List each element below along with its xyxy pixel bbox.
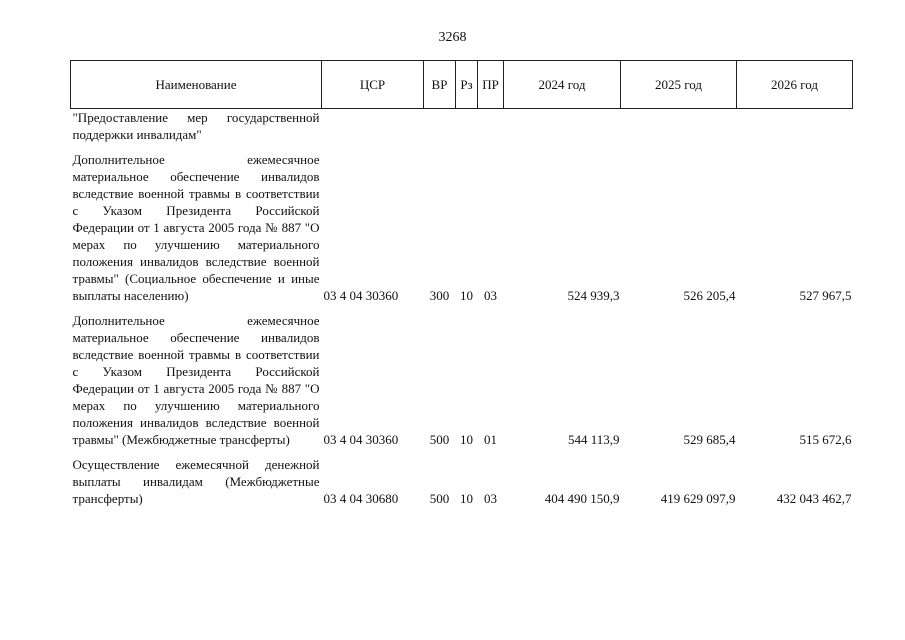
table-body xyxy=(71,109,853,508)
row-vr: 500 xyxy=(429,491,450,506)
row-pr xyxy=(478,109,504,144)
row-rz xyxy=(456,109,478,144)
row-2026: 527 967,5 xyxy=(799,288,852,303)
budget-table xyxy=(70,60,853,507)
row-rz: 10 xyxy=(460,491,473,506)
header-row xyxy=(71,61,853,109)
row-name: Дополнительное ежемесячное материальное обеспечение инвалидов вследствие военной травмы в соответствии с Указом Президента Российской Федерации от 1 августа 2005 года № 887 "О мерах по улучшению материального положения инвалидов вследствие военной травмы" (Социальное обеспечение и иные выплаты населению) xyxy=(72,152,320,303)
row-name: Осуществление ежемесячной денежной выплаты инвалидам (Межбюджетные трансферты) xyxy=(72,457,320,506)
row-vr: 300 xyxy=(429,288,450,303)
row-pr: 03 xyxy=(484,491,497,506)
header-vr: ВР xyxy=(424,61,456,109)
row-vr: 500 xyxy=(429,432,450,447)
row-pr: 01 xyxy=(484,432,497,447)
row-spacer xyxy=(71,304,853,312)
header-csr: ЦСР xyxy=(322,61,424,109)
row-2026: 432 043 462,7 xyxy=(776,491,852,506)
header-pr: ПР xyxy=(478,61,504,109)
row-2025: 526 205,4 xyxy=(683,288,736,303)
table-row xyxy=(71,151,853,304)
header-name: Наименование xyxy=(71,61,322,109)
row-2026 xyxy=(737,109,853,144)
row-2024: 404 490 150,9 xyxy=(544,491,620,506)
row-csr: 03 4 04 30360 xyxy=(323,288,399,303)
row-pr: 03 xyxy=(484,288,497,303)
header-rz: Рз xyxy=(456,61,478,109)
row-2025: 419 629 097,9 xyxy=(660,491,736,506)
row-2024: 544 113,9 xyxy=(567,432,620,447)
header-2025: 2025 год xyxy=(621,61,737,109)
row-2025 xyxy=(621,109,737,144)
row-2026: 515 672,6 xyxy=(799,432,852,447)
row-name: Дополнительное ежемесячное материальное обеспечение инвалидов вследствие военной травмы в соответствии с Указом Президента Российской Федерации от 1 августа 2005 года № 887 "О мерах по улучшению материального положения инвалидов вследствие военной травмы" (Межбюджетные трансферты) xyxy=(72,313,320,447)
table-header xyxy=(71,61,853,109)
row-spacer xyxy=(71,448,853,456)
row-csr xyxy=(322,109,424,144)
table-row xyxy=(71,456,853,507)
row-2024 xyxy=(504,109,621,144)
row-csr: 03 4 04 30360 xyxy=(323,432,399,447)
row-2024: 524 939,3 xyxy=(567,288,620,303)
table-row xyxy=(71,312,853,448)
page-number: 3268 xyxy=(438,30,467,45)
row-spacer xyxy=(71,143,853,151)
table-row xyxy=(71,109,853,144)
row-rz: 10 xyxy=(460,432,473,447)
row-2025: 529 685,4 xyxy=(683,432,736,447)
row-name: "Предоставление мер государственной поддержки инвалидам" xyxy=(72,110,320,142)
row-rz: 10 xyxy=(460,288,473,303)
header-2024: 2024 год xyxy=(504,61,621,109)
header-2026: 2026 год xyxy=(737,61,853,109)
row-csr: 03 4 04 30680 xyxy=(323,491,399,506)
row-vr xyxy=(424,109,456,144)
